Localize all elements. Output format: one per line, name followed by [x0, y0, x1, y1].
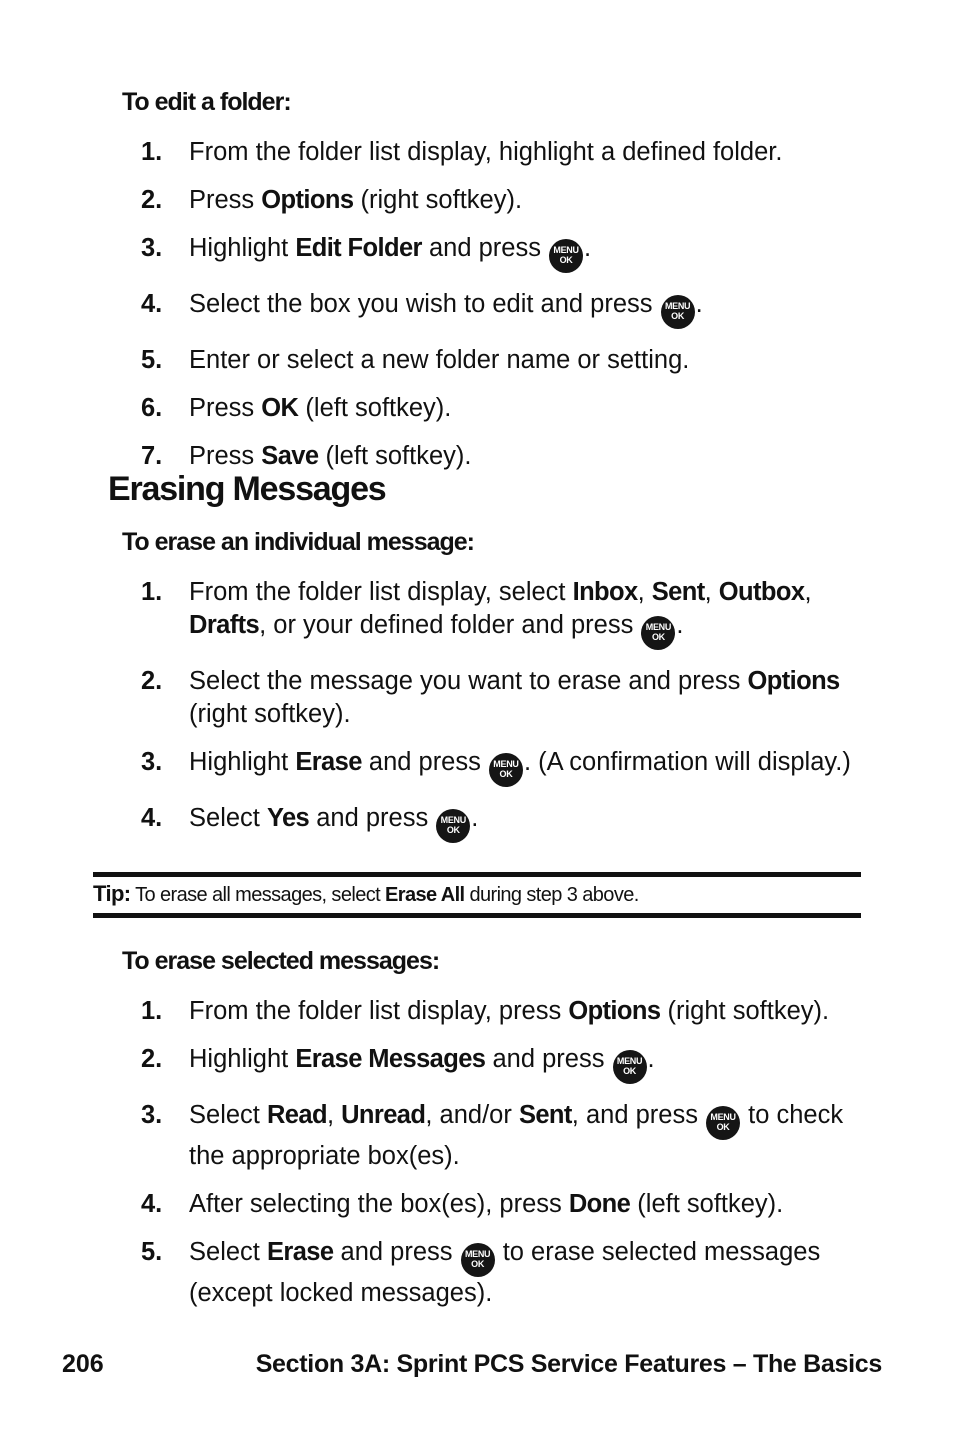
menu-ok-key-icon: MENU OK: [641, 616, 675, 650]
step-text: (left softkey).: [318, 442, 472, 470]
step-number: 4.: [141, 290, 163, 318]
step-text: From the folder list display, highlight a defined folder.: [189, 138, 783, 166]
step-text: After selecting the box(es), press: [189, 1190, 569, 1218]
key-name-ok: OK: [261, 394, 299, 422]
step-number: 4.: [141, 1190, 163, 1218]
tip-text: To erase all messages, select: [130, 884, 386, 906]
step-text: ,: [704, 578, 719, 606]
folder-name-sent: Sent: [651, 578, 705, 606]
list-item: [0, 184, 859, 217]
section-footer-title: Section 3A: Sprint PCS Service Features – The Basics: [255, 1350, 882, 1378]
list-item: [0, 136, 859, 169]
menu-name-erase: Erase: [295, 748, 362, 776]
step-number: 5.: [141, 346, 163, 374]
step-number: 3.: [141, 234, 163, 262]
step-text: (left softkey).: [298, 394, 452, 422]
step-text: .: [647, 1045, 655, 1073]
menu-ok-key-icon: MENU OK: [549, 239, 583, 273]
page-number: 206: [62, 1350, 104, 1378]
step-number: 1.: [141, 138, 163, 166]
step-text: Select: [189, 804, 267, 832]
step-text: and press: [333, 1238, 460, 1266]
step-text: Select: [189, 1101, 267, 1129]
step-text: .: [584, 234, 592, 262]
menu-ok-key-icon: MENU OK: [661, 295, 695, 329]
step-number: 3.: [141, 1101, 163, 1129]
list-item: [0, 1043, 859, 1084]
list-item: [0, 1188, 859, 1221]
list-item: [0, 1236, 859, 1310]
key-name-options: Options: [747, 667, 840, 695]
list-item: [0, 576, 859, 650]
step-text: ,: [326, 1101, 342, 1129]
list-item: [0, 440, 859, 473]
folder-name-outbox: Outbox: [718, 578, 805, 606]
option-name-sent: Sent: [518, 1101, 572, 1129]
step-text: From the folder list display, press: [189, 997, 569, 1025]
section-heading: Erasing Messages: [108, 470, 386, 508]
list-item: [0, 746, 859, 787]
step-number: 3.: [141, 748, 163, 776]
step-number: 5.: [141, 1238, 163, 1266]
step-text: , and/or: [425, 1101, 519, 1129]
option-name-yes: Yes: [266, 804, 310, 832]
step-text: and press: [485, 1045, 612, 1073]
subhead-edit-folder: To edit a folder:: [122, 88, 291, 116]
step-text: .: [471, 804, 479, 832]
step-text: . (A confirmation will display.): [523, 748, 851, 776]
list-item: [0, 1099, 859, 1173]
key-name-save: Save: [261, 442, 319, 470]
step-text: and press: [361, 748, 488, 776]
step-text: , and press: [571, 1101, 706, 1129]
step-text: and press: [309, 804, 436, 832]
list-item: [0, 995, 859, 1028]
menu-name-erase-all: Erase All: [385, 884, 465, 906]
step-text: and press: [421, 234, 549, 262]
menu-name-erase-messages: Erase Messages: [295, 1045, 486, 1073]
step-number: 2.: [141, 667, 163, 695]
erase-individual-steps: [0, 576, 954, 858]
step-text: ,: [804, 578, 812, 606]
list-item: [0, 392, 859, 425]
menu-ok-key-icon: MENU OK: [436, 809, 470, 843]
list-item: [0, 802, 859, 843]
step-text: Press: [189, 186, 262, 214]
option-name-unread: Unread: [341, 1101, 426, 1129]
folder-name-inbox: Inbox: [572, 578, 638, 606]
step-number: 1.: [141, 997, 163, 1025]
tip-text: during step 3 above.: [464, 884, 639, 906]
step-text: Highlight: [189, 234, 296, 262]
step-number: 2.: [141, 1045, 163, 1073]
step-text: Highlight: [189, 1045, 296, 1073]
step-text: to check the appropriate box(es).: [189, 1101, 844, 1170]
erase-selected-steps: [0, 995, 954, 1325]
step-text: (left softkey).: [630, 1190, 784, 1218]
subhead-erase-individual: To erase an individual message:: [122, 528, 475, 556]
tip-label: Tip:: [93, 881, 131, 906]
step-text: , or your defined folder and press: [259, 611, 641, 639]
step-text: Select: [189, 1238, 267, 1266]
step-number: 4.: [141, 804, 163, 832]
step-text: (right softkey).: [353, 186, 523, 214]
folder-name-drafts: Drafts: [189, 611, 260, 639]
key-name-done: Done: [568, 1190, 631, 1218]
menu-name-erase: Erase: [266, 1238, 334, 1266]
list-item: [0, 288, 859, 329]
menu-ok-key-icon: MENU OK: [706, 1106, 740, 1140]
step-text: to erase selected messages (except locked messages).: [189, 1238, 821, 1307]
step-text: From the folder list display, select: [189, 578, 573, 606]
step-text: Press: [189, 442, 262, 470]
step-text: .: [695, 290, 703, 318]
step-text: .: [676, 611, 684, 639]
menu-name-edit-folder: Edit Folder: [295, 234, 422, 262]
menu-ok-key-icon: MENU OK: [613, 1050, 647, 1084]
option-name-read: Read: [266, 1101, 327, 1129]
step-text: Press: [189, 394, 262, 422]
step-text: (right softkey).: [189, 700, 351, 728]
list-item: [0, 232, 859, 273]
edit-folder-steps: [0, 136, 954, 488]
tip-box: [93, 872, 861, 918]
menu-ok-key-icon: MENU OK: [461, 1243, 495, 1277]
list-item: [0, 665, 859, 731]
subhead-erase-selected: To erase selected messages:: [122, 947, 440, 975]
step-number: 7.: [141, 442, 163, 470]
step-text: Highlight: [189, 748, 296, 776]
step-text: Select the box you wish to edit and press: [189, 290, 660, 318]
step-text: Enter or select a new folder name or setting.: [189, 346, 690, 374]
step-number: 2.: [141, 186, 163, 214]
step-text: Select the message you want to erase and press: [189, 667, 748, 695]
step-number: 1.: [141, 578, 163, 606]
key-name-options: Options: [261, 186, 354, 214]
key-name-options: Options: [568, 997, 661, 1025]
step-text: (right softkey).: [660, 997, 830, 1025]
step-number: 6.: [141, 394, 163, 422]
menu-ok-key-icon: MENU OK: [489, 753, 523, 787]
step-text: ,: [637, 578, 652, 606]
list-item: [0, 344, 859, 377]
